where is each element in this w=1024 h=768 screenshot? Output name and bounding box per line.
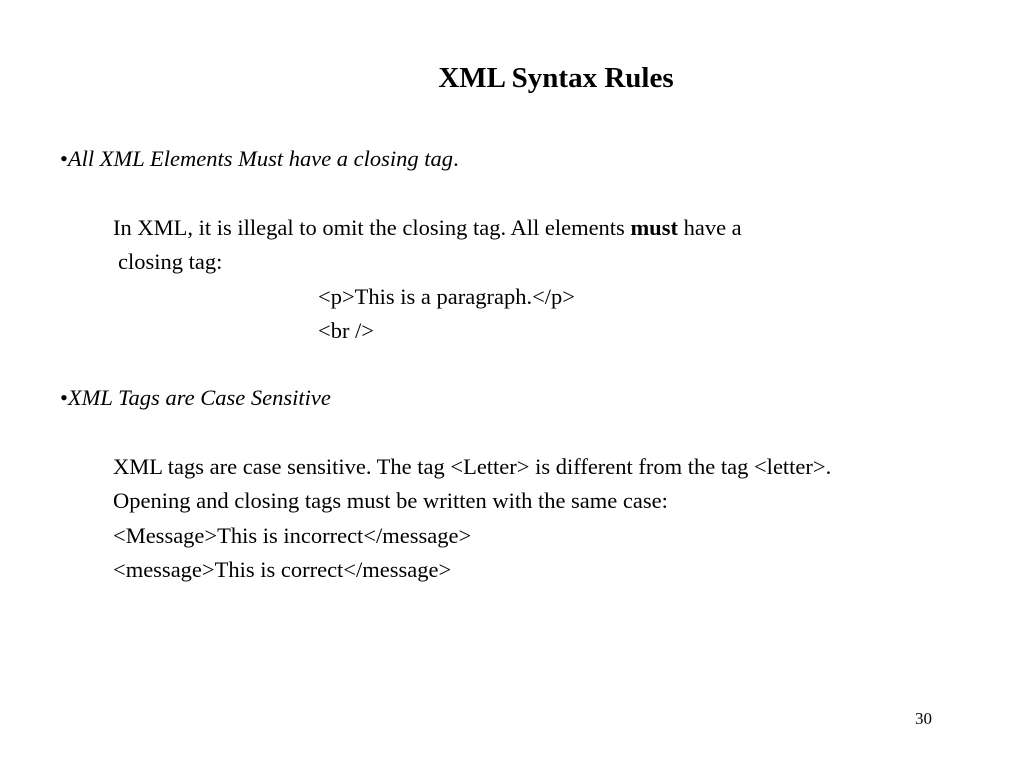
code-example-br: <br /> <box>318 318 374 343</box>
body-text: have a <box>677 215 742 240</box>
body-line-closing-tag-rule <box>113 213 742 243</box>
bullet-marker: • <box>60 385 68 410</box>
page-number: 30 <box>915 709 932 728</box>
body-line-case-rule: XML tags are case sensitive. The tag <Letter> is different from the tag <letter>. <box>113 454 832 479</box>
body-text: In XML, it is illegal to omit the closing tag. All elements <box>113 215 631 240</box>
bullet-heading-suffix: . <box>453 146 459 171</box>
bullet-heading-text: All XML Elements Must have a closing tag <box>67 146 454 171</box>
bullet-heading-text: XML Tags are Case Sensitive <box>67 385 331 410</box>
bullet-heading-case-sensitive <box>60 383 331 413</box>
code-example-paragraph: <p>This is a paragraph.</p> <box>318 284 575 309</box>
body-line-same-case: Opening and closing tags must be written with the same case: <box>113 488 668 513</box>
slide-title: XML Syntax Rules <box>438 62 674 94</box>
body-text-emphasis: must <box>630 215 678 240</box>
bullet-marker: • <box>60 146 68 171</box>
bullet-heading-closing-tag <box>60 144 459 174</box>
code-example-correct: <message>This is correct</message> <box>113 557 452 582</box>
body-line-closing-tag-continued: closing tag: <box>118 249 223 274</box>
code-example-incorrect: <Message>This is incorrect</message> <box>113 523 472 548</box>
